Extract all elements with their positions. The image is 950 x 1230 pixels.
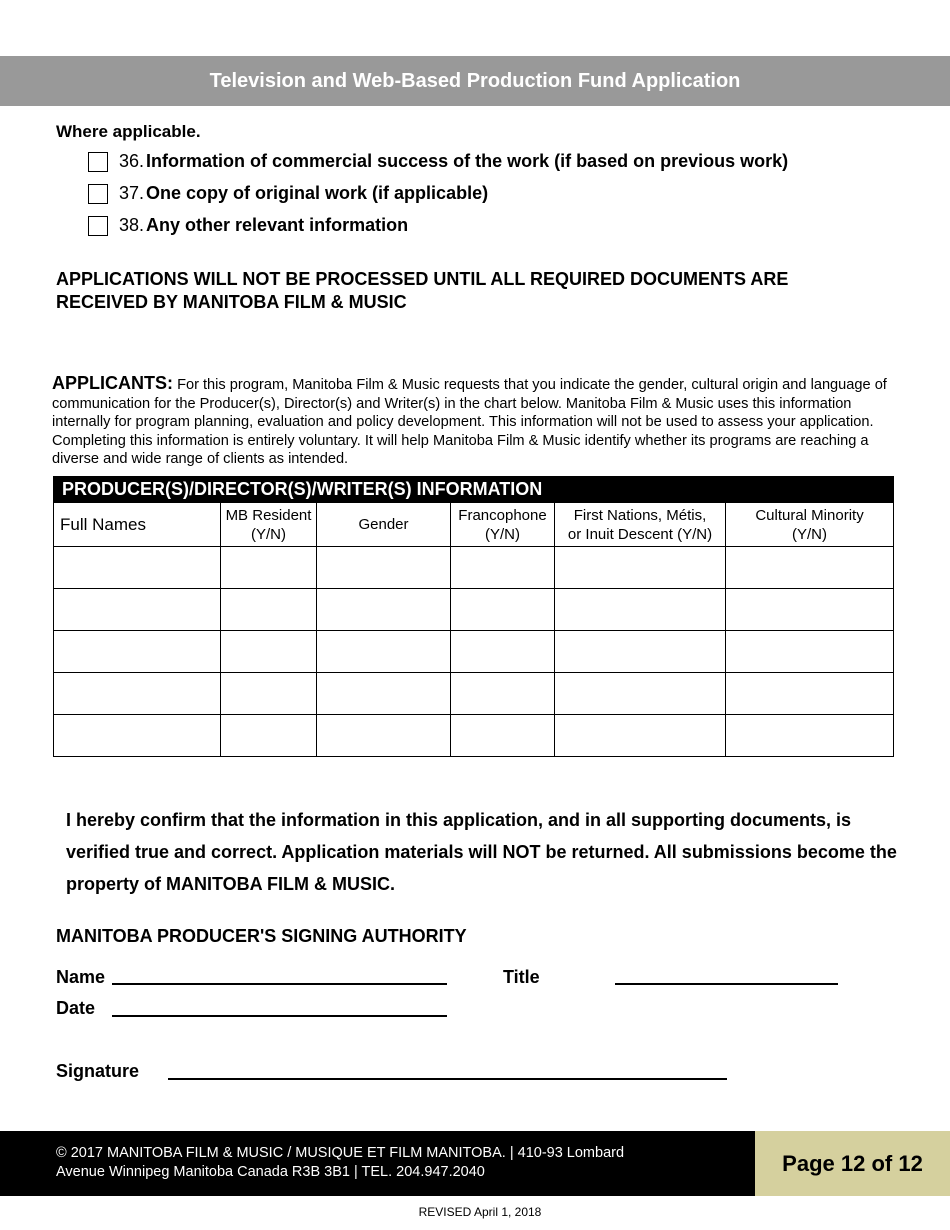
table-cell-input[interactable] [555,547,726,589]
column-header-line: (Y/N) [792,525,828,543]
checklist-item-36 [88,151,788,172]
item-label: Information of commercial success of the work (if based on previous work) [146,151,789,171]
column-header-mb-resident [221,503,317,547]
processing-notice: APPLICATIONS WILL NOT BE PROCESSED UNTIL ALL REQUIRED DOCUMENTS ARE RECEIVED BY MANITOBA FILM & MUSIC [56,269,789,312]
checkbox-38[interactable] [88,216,108,236]
table-header-row [54,503,894,547]
column-header-line: (Y/N) [251,525,286,543]
title-label: Title [503,967,540,987]
table-cell-input[interactable] [451,589,555,631]
table-cell-input[interactable] [54,547,221,589]
column-header-line: Gender [358,516,409,533]
table-cell-input[interactable] [317,715,451,757]
checklist-item-38 [88,215,408,236]
checkbox-36[interactable] [88,152,108,172]
item-number: 37. [119,183,145,203]
footer-bar [0,1131,755,1196]
table-cell-input[interactable] [726,631,894,673]
table-cell-input[interactable] [317,589,451,631]
date-label: Date [56,998,96,1018]
table-cell-input[interactable] [221,631,317,673]
column-header-cultural-minority [726,503,894,547]
applicants-text: For this program, Manitoba Film & Music requests that you indicate the gender, cultural origin and language of communication for the Producer(s), Director(s) and Writer(s) in the chart below. Manitoba Film & Music uses this information internally for program planning, evaluation and policy development. This information will not be used to assess your application. Completing this information is entirely voluntary. It will help Manitoba Film & Music identify whether its programs are reaching a diverse and wide range of clients as intended. [52,377,887,468]
item-number: 38. [119,215,145,235]
form-title: Television and Web-Based Production Fund Application [209,69,741,92]
column-header-gender [317,503,451,547]
name-field[interactable] [112,983,447,985]
column-header-full-names [54,503,221,547]
column-header-line: Cultural Minority [755,506,864,524]
table-row [54,589,894,631]
revised-date: REVISED April 1, 2018 [418,1205,542,1219]
table-row [54,631,894,673]
table-cell-input[interactable] [726,547,894,589]
table-cell-input[interactable] [317,547,451,589]
table-caption: PRODUCER(S)/DIRECTOR(S)/WRITER(S) INFORMATION [54,477,894,503]
column-header-line: Francophone [458,506,547,524]
name-label: Name [56,967,106,987]
column-header-line: Full Names [60,515,146,534]
table-cell-input[interactable] [555,673,726,715]
date-field[interactable] [112,1015,447,1017]
table-cell-input[interactable] [726,715,894,757]
signature-label: Signature [56,1061,140,1081]
table-cell-input[interactable] [221,547,317,589]
checklist-item-37 [88,183,488,204]
item-label: One copy of original work (if applicable) [146,183,489,203]
table-cell-input[interactable] [555,631,726,673]
signing-authority-title: MANITOBA PRODUCER'S SIGNING AUTHORITY [56,926,467,946]
column-header-francophone [451,503,555,547]
table-cell-input[interactable] [221,715,317,757]
table-cell-input[interactable] [54,589,221,631]
table-cell-input[interactable] [54,715,221,757]
column-header-line: MB Resident [225,506,312,524]
title-field[interactable] [615,983,838,985]
column-header-indigenous-descent [555,503,726,547]
column-header-line: (Y/N) [485,525,520,543]
item-number: 36. [119,151,145,171]
table-cell-input[interactable] [451,715,555,757]
table-cell-input[interactable] [451,631,555,673]
table-cell-input[interactable] [726,589,894,631]
applicants-paragraph [52,374,902,469]
table-cell-input[interactable] [221,589,317,631]
checkbox-37[interactable] [88,184,108,204]
item-label: Any other relevant information [146,215,409,235]
table-cell-input[interactable] [317,631,451,673]
confirmation-statement: I hereby confirm that the information in this application, and in all supporting documents, is verified true and correct. Application materials will NOT be returned. All submissions become the property of MANITOBA FILM & MUSIC. [66,810,897,894]
column-header-line: First Nations, Métis, [573,506,707,524]
table-row [54,715,894,757]
applicants-lead: APPLICANTS: [52,373,173,393]
table-row [54,673,894,715]
table-cell-input[interactable] [317,673,451,715]
table-cell-input[interactable] [555,715,726,757]
column-header-line: or Inuit Descent (Y/N) [567,525,713,543]
footer-copyright: © 2017 MANITOBA FILM & MUSIC / MUSIQUE ET FILM MANITOBA. | 410-93 Lombard [56,1145,625,1161]
table-cell-input[interactable] [54,673,221,715]
footer-address: Avenue Winnipeg Manitoba Canada R3B 3B1 | TEL. 204.947.2040 [56,1164,485,1180]
signature-field[interactable] [168,1078,727,1080]
checklist-heading: Where applicable. [56,122,201,141]
table-cell-input[interactable] [726,673,894,715]
table-cell-input[interactable] [555,589,726,631]
table-cell-input[interactable] [451,547,555,589]
applicant-info-table [53,476,894,757]
table-cell-input[interactable] [451,673,555,715]
table-cell-input[interactable] [54,631,221,673]
table-cell-input[interactable] [221,673,317,715]
header-banner [0,56,950,106]
page-indicator: Page 12 of 12 [755,1131,950,1196]
table-row [54,547,894,589]
